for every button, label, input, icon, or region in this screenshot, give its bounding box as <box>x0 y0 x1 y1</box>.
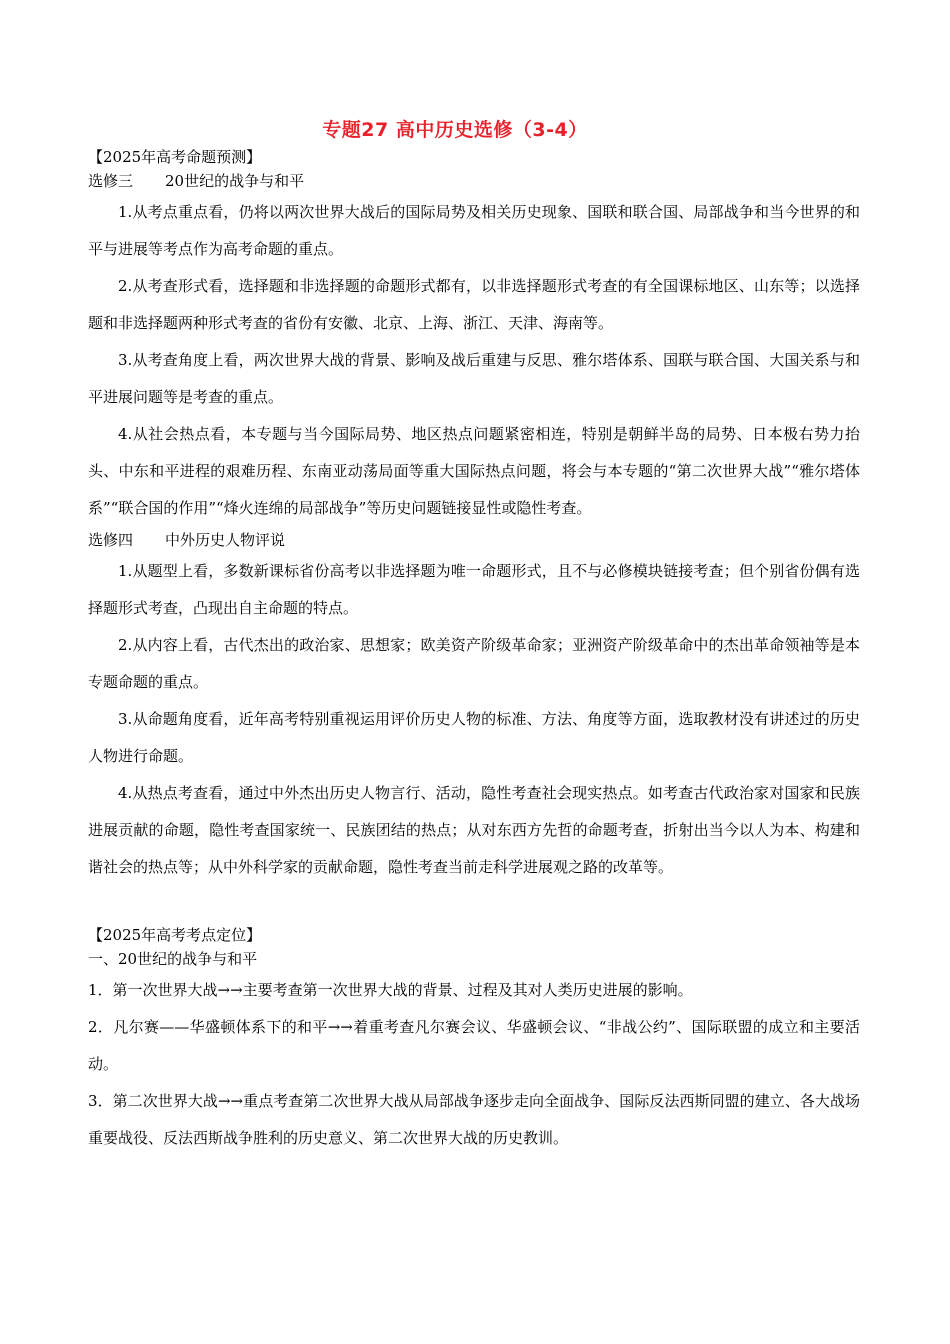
list-item: 2．凡尔赛——华盛顿体系下的和平→→着重考查凡尔赛会议、华盛顿会议、“非战公约”、国际联盟的成立和主要活动。 <box>88 1018 860 1073</box>
topic-name: 20世纪的战争与和平 <box>165 172 305 190</box>
paragraph: 1.从考点重点看，仍将以两次世界大战后的国际局势及相关历史现象、国联和联合国、局部战争和当今世界的和平与进展等考点作为高考命题的重点。 <box>88 203 860 258</box>
section-heading-prediction: 【2025年高考命题预测】 <box>88 148 262 166</box>
document-body <box>88 146 860 1157</box>
topic-heading-elective-4 <box>88 527 860 553</box>
paragraph: 4.从社会热点看，本专题与当今国际局势、地区热点问题紧密相连，特别是朝鲜半岛的局势、日本极右势力抬头、中东和平进程的艰难历程、东南亚动荡局面等重大国际热点问题，将会与本专题的“第二次世界大战”“雅尔塔体系”“联合国的作用”“烽火连绵的局部战争”等历史问题链接显性或隐性考查。 <box>88 425 860 517</box>
list-item: 3．第二次世界大战→→重点考查第二次世界大战从局部战争逐步走向全面战争、国际反法西斯同盟的建立、各大战场重要战役、反法西斯战争胜利的历史意义、第二次世界大战的历史教训。 <box>88 1092 860 1147</box>
topic-name: 中外历史人物评说 <box>165 531 286 549</box>
paragraph: 2.从考查形式看，选择题和非选择题的命题形式都有，以非选择题形式考查的有全国课标地区、山东等；以选择题和非选择题两种形式考查的省份有安徽、北京、上海、浙江、天津、海南等。 <box>88 277 860 332</box>
subsection-heading: 一、20世纪的战争与和平 <box>88 950 258 968</box>
paragraph: 1.从题型上看，多数新课标省份高考以非选择题为唯一命题形式，且不与必修模块链接考查；但个别省份偶有选择题形式考查，凸现出自主命题的特点。 <box>88 562 860 617</box>
paragraph: 4.从热点考查看，通过中外杰出历史人物言行、活动，隐性考查社会现实热点。如考查古代政治家对国家和民族进展贡献的命题，隐性考查国家统一、民族团结的热点；从对东西方先哲的命题考查，折射出当今以人为本、构建和谐社会的热点等；从中外科学家的贡献命题，隐性考查当前走科学进展观之路的改革等。 <box>88 784 860 876</box>
topic-label: 选修三 <box>88 172 134 190</box>
section-heading-key-points: 【2025年高考考点定位】 <box>88 926 262 944</box>
topic-heading-elective-3 <box>88 168 860 194</box>
document-title: 专题27 高中历史选修（3-4） <box>322 119 588 141</box>
paragraph: 2.从内容上看，古代杰出的政治家、思想家；欧美资产阶级革命家；亚洲资产阶级革命中的杰出革命领袖等是本专题命题的重点。 <box>88 636 860 691</box>
paragraph: 3.从命题角度看，近年高考特别重视运用评价历史人物的标准、方法、角度等方面，选取教材没有讲述过的历史人物进行命题。 <box>88 710 860 765</box>
topic-label: 选修四 <box>88 531 134 549</box>
paragraph: 3.从考查角度上看，两次世界大战的背景、影响及战后重建与反思、雅尔塔体系、国联与联合国、大国关系与和平进展问题等是考查的重点。 <box>88 351 860 406</box>
list-item: 1．第一次世界大战→→主要考查第一次世界大战的背景、过程及其对人类历史进展的影响。 <box>88 981 693 999</box>
